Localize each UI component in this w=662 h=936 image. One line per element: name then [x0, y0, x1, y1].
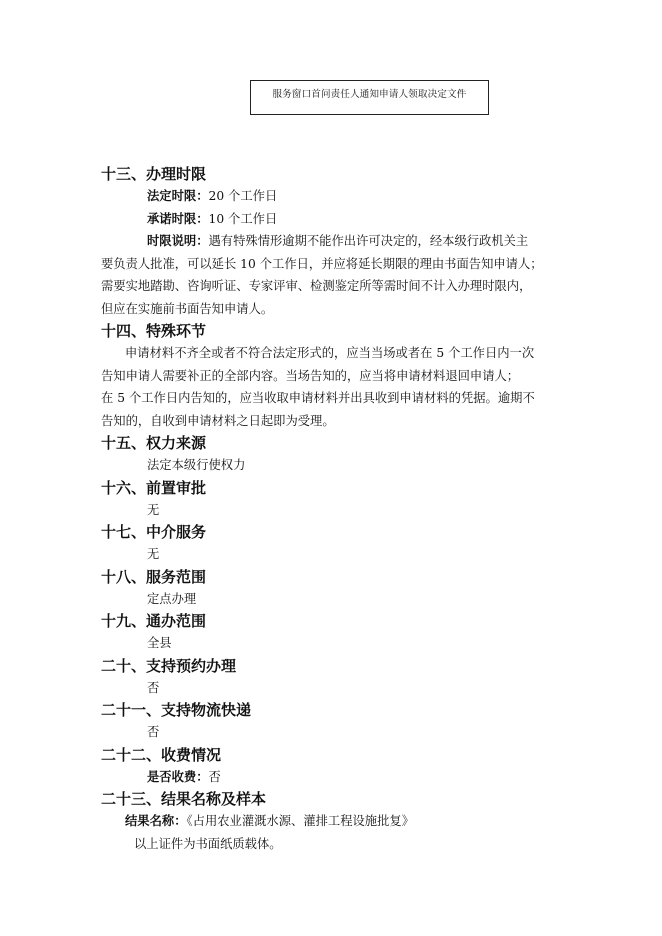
fee-status-value: 否	[208, 769, 221, 784]
section-15-heading: 十五、权力来源	[101, 434, 207, 452]
time-limit-note-line: 要负责人批准，可以延长 10 个工作日，并应将延长期限的理由书面告知申请人；	[101, 256, 543, 271]
section-23-heading: 二十三、结果名称及样本	[101, 790, 267, 808]
section-21-heading: 二十一、支持物流快递	[101, 701, 252, 719]
pre-approval-value: 无	[147, 502, 160, 517]
section-17-heading: 十七、中介服务	[101, 523, 207, 541]
special-procedure-line: 告知申请人需要补正的全部内容。当场告知的，应当将申请材料退回申请人；	[101, 368, 520, 383]
time-limit-note-line: 但应在实施前书面告知申请人。	[101, 301, 274, 316]
fee-status	[101, 766, 569, 789]
service-scope-value: 定点办理	[147, 591, 197, 606]
time-limit-note-line	[101, 230, 569, 253]
section-22-heading: 二十二、收费情况	[101, 745, 222, 764]
time-limit-note-text: 遇有特殊情形逾期不能作出许可决定的，经本级行政机关主	[208, 234, 529, 248]
section-19-heading: 十九、通办范围	[101, 612, 207, 630]
section-16-heading: 十六、前置审批	[101, 478, 207, 497]
fee-status-label: 是否收费：	[147, 768, 209, 784]
result-name-label: 结果名称：	[125, 813, 187, 828]
flow-step-text: 服务窗口首问责任人通知申请人领取决定文件	[272, 89, 467, 100]
section-20-heading: 二十、支持预约办理	[101, 656, 237, 675]
carrier-note: 以上证件为书面纸质载体。	[134, 836, 282, 851]
legal-time-limit-value: 20 个工作日	[208, 189, 278, 203]
special-procedure-line: 申请材料不齐全或者不符合法定形式的，应当当场或者在 5 个工作日内一次	[125, 346, 535, 360]
legal-time-limit	[101, 185, 569, 208]
legal-time-limit-label: 法定时限：	[147, 188, 209, 203]
power-source-value: 法定本级行使权力	[147, 458, 246, 472]
promised-time-limit-label: 承诺时限：	[147, 210, 209, 226]
general-handling-scope-value: 全县	[147, 636, 172, 650]
special-procedure-line: 告知的，自收到申请材料之日起即为受理。	[101, 413, 335, 428]
logistics-delivery-value: 否	[147, 725, 160, 739]
special-procedure-line: 在 5 个工作日内告知的，应当收取申请材料并出具收到申请材料的凭据。逾期不	[101, 391, 535, 405]
document-content	[101, 163, 569, 855]
flow-step-box	[250, 80, 489, 115]
result-name	[101, 810, 569, 833]
section-14-heading: 十四、特殊环节	[101, 322, 207, 340]
result-name-value: 《占用农业灌溉水源、灌排工程设施批复》	[186, 814, 414, 828]
section-18-heading: 十八、服务范围	[101, 567, 207, 586]
time-limit-note-line: 需要实地踏勘、咨询听证、专家评审、检测鉴定所等需时间不计入办理时限内，	[101, 279, 532, 293]
promised-time-limit	[101, 208, 569, 231]
section-13-heading: 十三、办理时限	[101, 165, 207, 183]
intermediary-service-value: 无	[147, 547, 160, 561]
time-limit-note-label: 时限说明：	[147, 233, 209, 248]
appointment-support-value: 否	[147, 680, 160, 695]
promised-time-limit-value: 10 个工作日	[208, 211, 278, 226]
